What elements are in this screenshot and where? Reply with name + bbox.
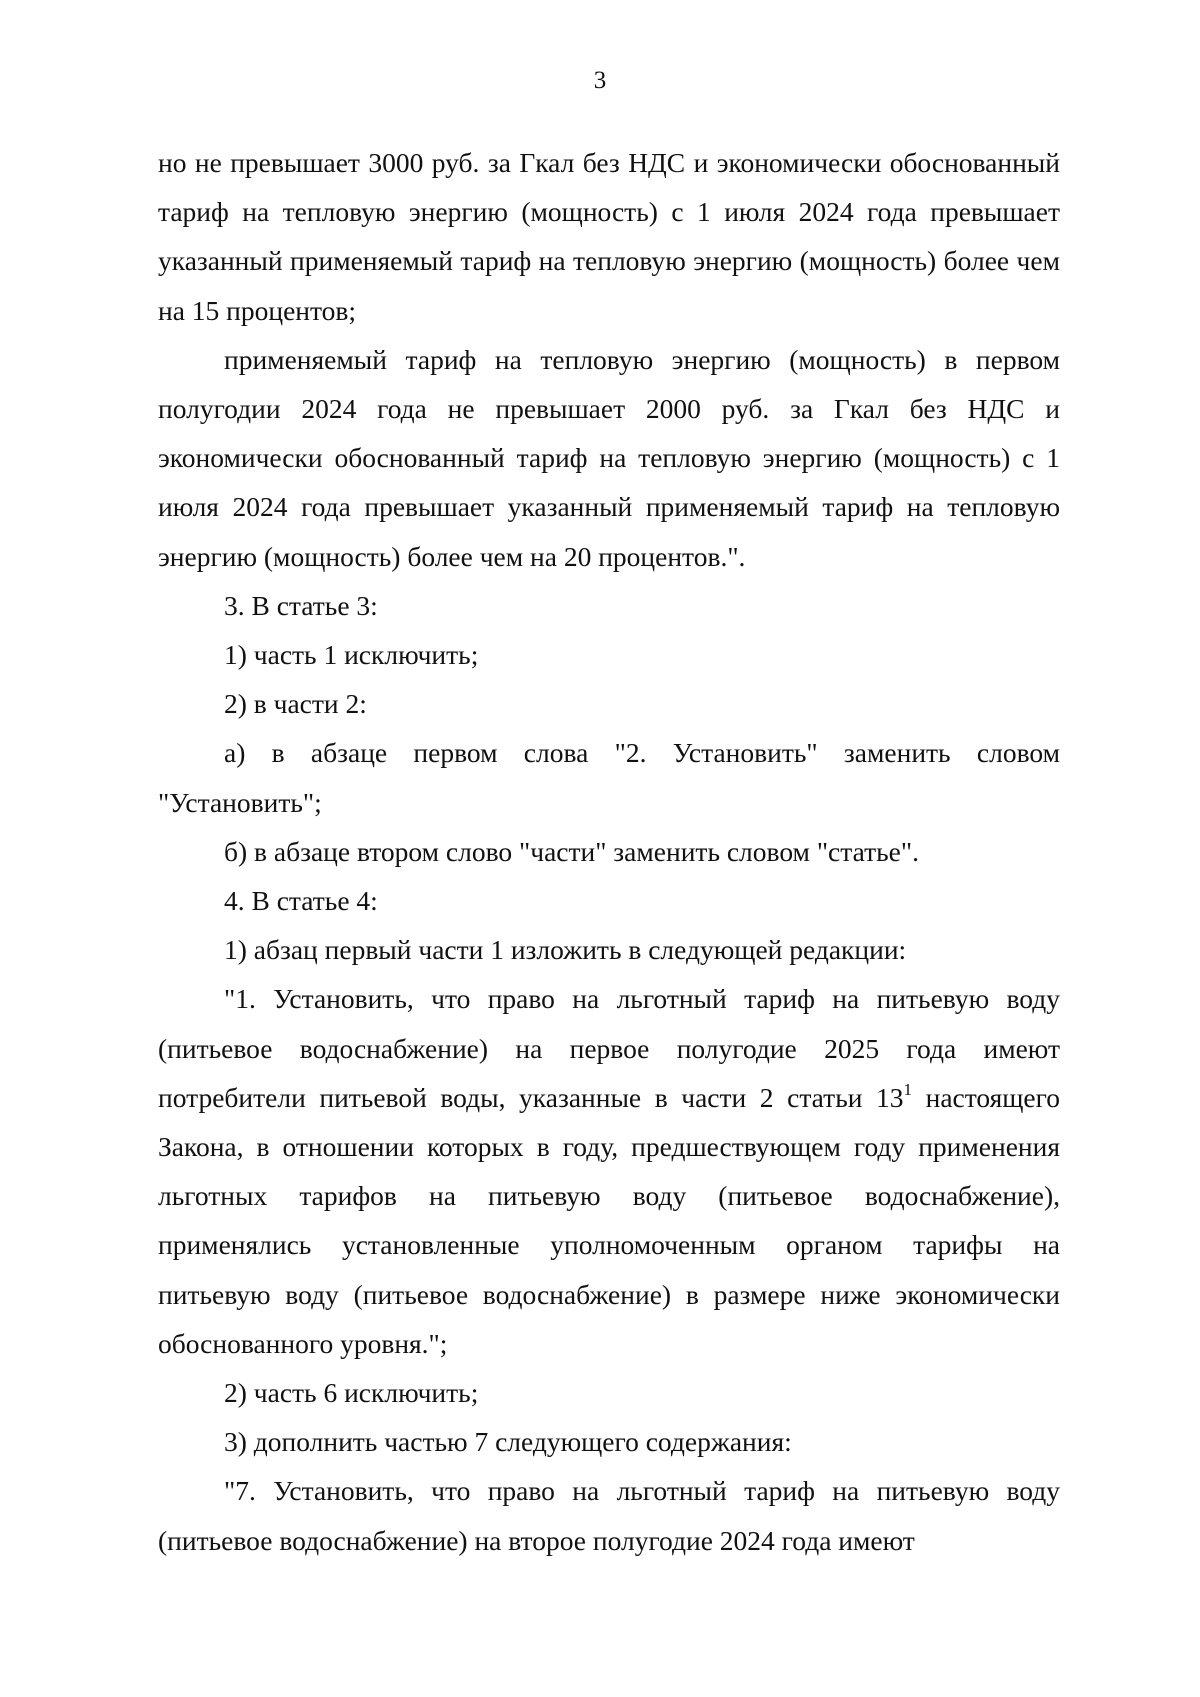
paragraph-article-3-item-2: 2) в части 2: bbox=[224, 688, 367, 720]
page-number: 3 bbox=[593, 67, 607, 94]
quote-1-text-before: "1. Установить, что право на льготный тариф на питьевую воду (питьевое водоснабжение) на первое полугодие 2025 года имеют потребители питьевой воды, указанные в части 2 статьи 13 bbox=[158, 983, 1060, 1113]
paragraph-article-3-item-2b: б) в абзаце втором слово "части" заменить словом "статье". bbox=[224, 835, 919, 867]
paragraph-article-4-item-2: 2) часть 6 исключить; bbox=[224, 1377, 479, 1409]
article-superscript: 1 bbox=[903, 1079, 913, 1099]
quote-1-text-after: настоящего Закона, в отношении которых в году, предшествующем году применения льготных тарифов на питьевую воду (питьевое водоснабжение), применялись установленные уполномоченным органом тарифы на питьевую воду (питьевое водоснабжение) в размере ниже экономически обоснованного уровня."; bbox=[158, 1081, 1060, 1359]
paragraph-article-4-heading: 4. В статье 4: bbox=[224, 885, 378, 917]
paragraph-continuation: но не превышает 3000 руб. за Гкал без НДС и экономически обоснованный тариф на тепловую энергию (мощность) с 1 июля 2024 года превышает указанный применяемый тариф на тепловую энергию (мощность) более чем на 15 процентов; bbox=[158, 147, 1060, 326]
paragraph-tariff-first-half: применяемый тариф на тепловую энергию (мощность) в первом полугодии 2024 года не превышает 2000 руб. за Гкал без НДС и экономически обоснованный тариф на тепловую энергию (мощность) с 1 июля 2024 года превышает указанный применяемый тариф на тепловую энергию (мощность) более чем на 20 процентов.". bbox=[158, 343, 1060, 572]
paragraph-article-4-quote-7: "7. Установить, что право на льготный тариф на питьевую воду (питьевое водоснабжение) на второе полугодие 2024 года имеют bbox=[158, 1475, 1060, 1556]
document-body bbox=[158, 138, 1060, 1565]
paragraph-article-4-quote-1 bbox=[158, 974, 1060, 1368]
paragraph-article-3-heading: 3. В статье 3: bbox=[224, 589, 378, 621]
paragraph-article-4-item-3: 3) дополнить частью 7 следующего содержания: bbox=[224, 1426, 792, 1458]
paragraph-article-4-item-1: 1) абзац первый части 1 изложить в следующей редакции: bbox=[224, 934, 907, 966]
paragraph-article-3-item-1: 1) часть 1 исключить; bbox=[224, 639, 479, 671]
paragraph-article-3-item-2a: а) в абзаце первом слова "2. Установить" заменить словом "Установить"; bbox=[158, 737, 1060, 818]
